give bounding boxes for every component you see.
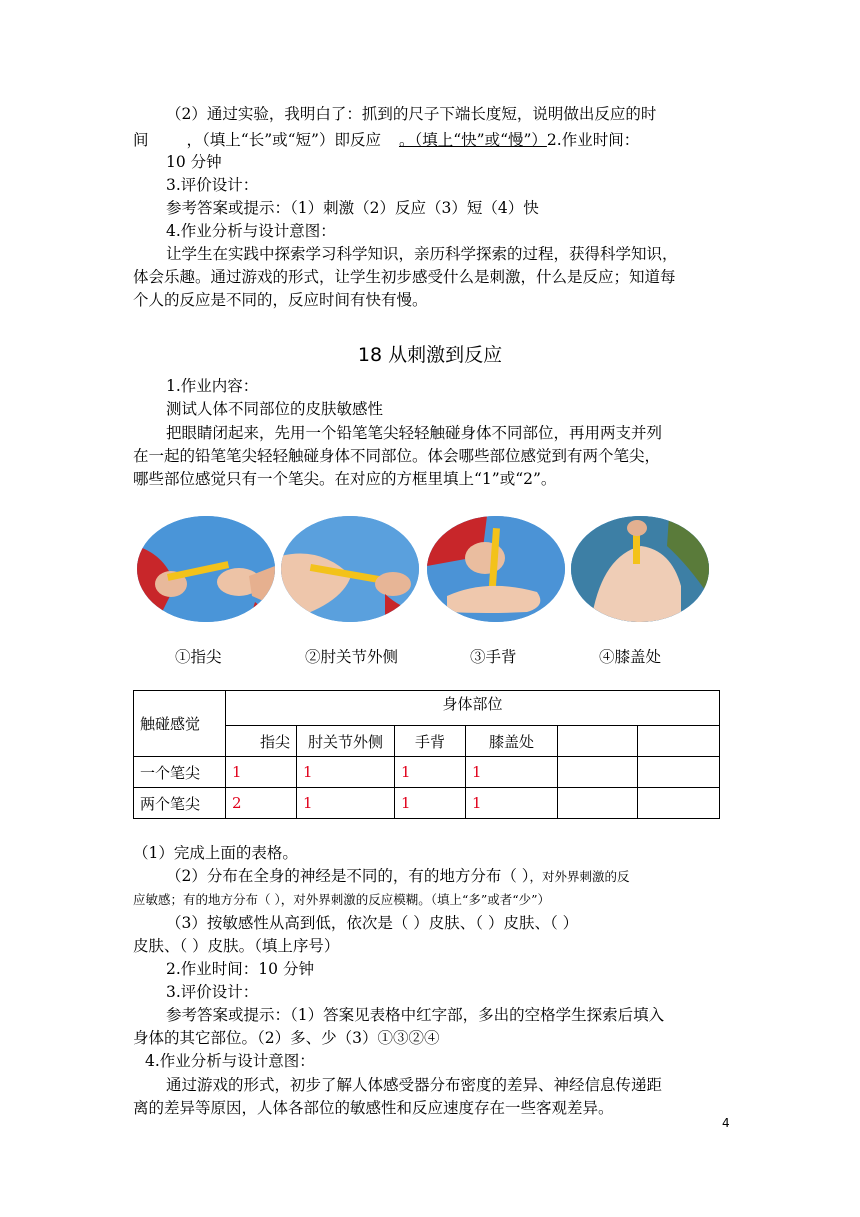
table-cell — [558, 788, 638, 819]
sensitivity-table — [133, 690, 720, 819]
paragraph-line: 个人的反应是不同的，反应时间有快有慢。 — [133, 291, 428, 309]
caption-elbow: ②肘关节外侧 — [305, 648, 399, 666]
table-cell: 1 — [395, 788, 466, 819]
table-cell: 1 — [297, 757, 395, 788]
paragraph-line: 2.作业时间：10 分钟 — [166, 960, 314, 978]
caption-back-of-hand: ③手背 — [470, 648, 517, 666]
paragraph-line: （2）通过实验，我明白了：抓到的尺子下端长度短，说明做出反应的时 — [166, 105, 657, 123]
question-line — [166, 865, 630, 888]
paragraph-line: 身体的其它部位。（2）多、少（3）①③②④ — [133, 1029, 440, 1047]
question-line: （1）完成上面的表格。 — [133, 844, 298, 862]
caption-fingertip: ①指尖 — [175, 648, 222, 666]
table-cell: 1 — [466, 757, 558, 788]
paragraph-line — [133, 129, 639, 151]
table-cell: 1 — [297, 788, 395, 819]
paragraph-line: 4.作业分析与设计意图： — [166, 222, 336, 240]
column-header — [638, 726, 720, 757]
table-cell — [638, 757, 720, 788]
paragraph-line: 通过游戏的形式，初步了解人体感受器分布密度的差异、神经信息传递距 — [166, 1076, 663, 1094]
paragraph-line: 在一起的铅笔笔尖轻轻触碰身体不同部位。体会哪些部位感觉到有两个笔尖， — [133, 447, 661, 465]
column-header: 膝盖处 — [466, 726, 558, 757]
table-cell — [638, 788, 720, 819]
column-header: 肘关节外侧 — [297, 726, 395, 757]
paragraph-line: 4.作业分析与设计意图： — [145, 1052, 315, 1070]
text: 。（填上“快”或“慢”） — [398, 131, 547, 149]
paragraph-line: 3.评价设计： — [166, 176, 259, 194]
photo-back-of-hand — [427, 516, 565, 622]
column-header — [558, 726, 638, 757]
table-row — [134, 788, 720, 819]
table-cell: 1 — [226, 757, 297, 788]
question-line — [133, 889, 550, 911]
text: ，对外界刺激的反应模糊。（填上“多”或者“少”） — [280, 892, 551, 907]
page-number: 4 — [722, 1116, 730, 1130]
lesson-title: 18 从刺激到反应 — [357, 344, 503, 366]
group-header-cell: 身体部位 — [226, 691, 720, 726]
row-label: 两个笔尖 — [134, 788, 226, 819]
paragraph-line: 参考答案或提示：（1）答案见表格中红字部，多出的空格学生探索后填入 — [166, 1006, 665, 1024]
paragraph-line: 1.作业内容： — [166, 377, 259, 395]
table-cell: 1 — [466, 788, 558, 819]
text: ，对外界刺激的反 — [529, 869, 630, 884]
paragraph-line: 体会乐趣。通过游戏的形式，让学生初步感受什么是刺激，什么是反应；知道每 — [133, 268, 676, 286]
experiment-photos — [133, 508, 731, 628]
table-cell: 2 — [226, 788, 297, 819]
paragraph-line: 10 分钟 — [166, 153, 222, 171]
paragraph-line: 3.评价设计： — [166, 983, 259, 1001]
table-cell — [558, 757, 638, 788]
question-line: 皮肤、（ ）皮肤。（填上序号） — [133, 937, 340, 955]
photo-fingertip — [137, 516, 275, 622]
text: 应敏感；有的地方分布（ ） — [133, 892, 281, 907]
question-line: （3）按敏感性从高到低，依次是（ ）皮肤、（ ）皮肤、（ ） — [166, 914, 579, 932]
text: （2）分布在全身的神经是不同的，有的地方分布（ ） — [166, 867, 530, 885]
row-label: 一个笔尖 — [134, 757, 226, 788]
photo-elbow — [281, 516, 419, 622]
paragraph-line: 把眼睛闭起来，先用一个铅笔笔尖轻轻触碰身体不同部位，再用两支并列 — [166, 424, 663, 442]
paragraph-line: 让学生在实践中探索学习科学知识，亲历科学探索的过程，获得科学知识， — [166, 245, 678, 263]
paragraph-line: 测试人体不同部位的皮肤敏感性 — [166, 400, 384, 418]
table-row — [134, 757, 720, 788]
paragraph-line: 参考答案或提示：（1）刺激（2）反应（3）短（4）快 — [166, 199, 539, 217]
table-cell: 1 — [395, 757, 466, 788]
column-header: 手背 — [395, 726, 466, 757]
text: 2.作业时间： — [546, 131, 640, 149]
column-header: 指尖 — [226, 726, 297, 757]
row-header-cell: 触碰感觉 — [134, 691, 226, 757]
paragraph-line: 哪些部位感觉只有一个笔尖。在对应的方框里填上“1”或“2”。 — [133, 470, 557, 488]
text: ，（填上“长”或“短”）即反应 — [186, 131, 381, 149]
paragraph-line: 离的差异等原因，人体各部位的敏感性和反应速度存在一些客观差异。 — [133, 1099, 614, 1117]
caption-knee: ④膝盖处 — [599, 648, 662, 666]
photo-knee — [571, 516, 709, 622]
text: 间 — [133, 131, 149, 149]
